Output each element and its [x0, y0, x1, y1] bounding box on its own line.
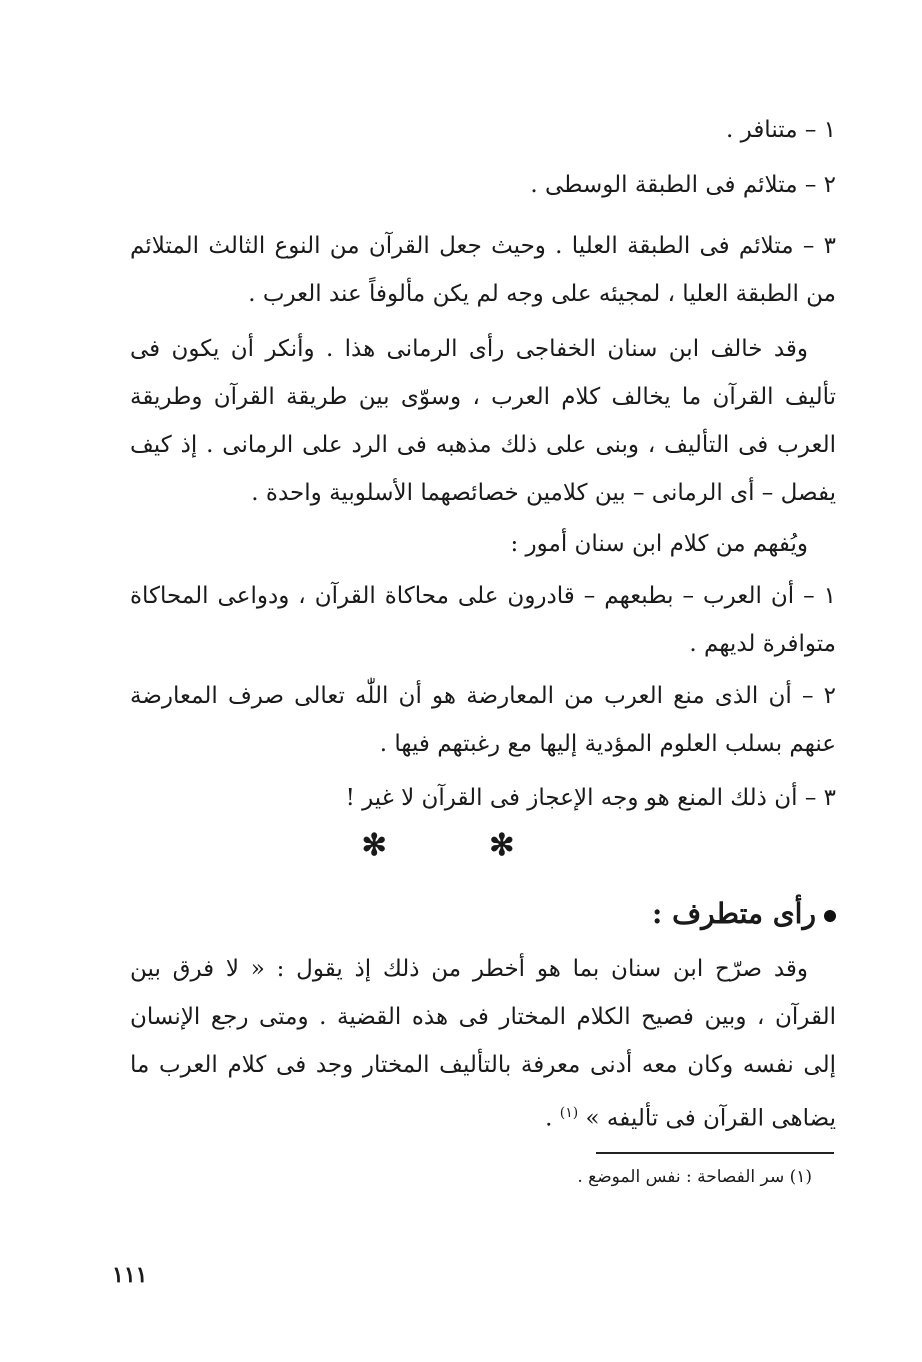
list-item-bottom-1: ١ – أن العرب – بطبعهم – قادرون على محاكاة القرآن ، ودواعى المحاكاة متوافرة لديهم .	[130, 583, 836, 657]
list-item-top-2: ٢ – متلائم فى الطبقة الوسطى .	[530, 172, 836, 198]
paragraph-2-text: وقد صرّح ابن سنان بما هو أخطر من ذلك إذ يقول : « لا فرق بين القرآن ، وبين فصيح الكلام المختار فى هذه القضية . ومتى رجع الإنسان إلى نفسه وكان معه أدنى معرفة بالتأليف المختار وجد فى كلام العرب ما يضاهى القرآن فى تأليفه »	[130, 956, 836, 1132]
footnote-reference: (١)	[559, 1105, 579, 1121]
intro-line: ويُفهم من كلام ابن سنان أمور :	[510, 531, 808, 557]
footnote-divider	[596, 1152, 834, 1154]
list-item-top-1: ١ – متنافر .	[726, 117, 836, 143]
page-number: ١١١	[112, 1262, 148, 1288]
section-heading-text: رأى متطرف :	[652, 897, 816, 930]
bullet-icon	[824, 910, 836, 922]
section-separator: ✻ ✻	[361, 828, 561, 863]
list-item-bottom-2: ٢ – أن الذى منع العرب من المعارضة هو أن اللّٰه تعالى صرف المعارضة عنهم بسلب العلوم المؤدية إليها مع رغبتهم فيها .	[130, 683, 836, 757]
list-item-top-3: ٣ – متلائم فى الطبقة العليا . وحيث جعل القرآن من النوع الثالث المتلائم من الطبقة العليا ، لمجيئه على وجه لم يكن مألوفاً عند العرب .	[130, 233, 836, 307]
paragraph-2	[130, 945, 836, 1143]
section-heading	[652, 890, 836, 938]
list-item-bottom-3: ٣ – أن ذلك المنع هو وجه الإعجاز فى القرآن لا غير !	[345, 785, 836, 811]
footnote: (١) سر الفصاحة : نفس الموضع .	[577, 1167, 812, 1187]
paragraph-1: وقد خالف ابن سنان الخفاجى رأى الرمانى هذا . وأنكر أن يكون فى تأليف القرآن ما يخالف كلام العرب ، وسوّى بين طريقة القرآن وطريقة العرب فى التأليف ، وبنى على ذلك مذهبه فى الرد على الرمانى . إذ كيف يفصل – أى الرمانى – بين كلامين خصائصهما الأسلوبية واحدة .	[130, 336, 836, 506]
paragraph-2-end: .	[545, 1105, 560, 1132]
